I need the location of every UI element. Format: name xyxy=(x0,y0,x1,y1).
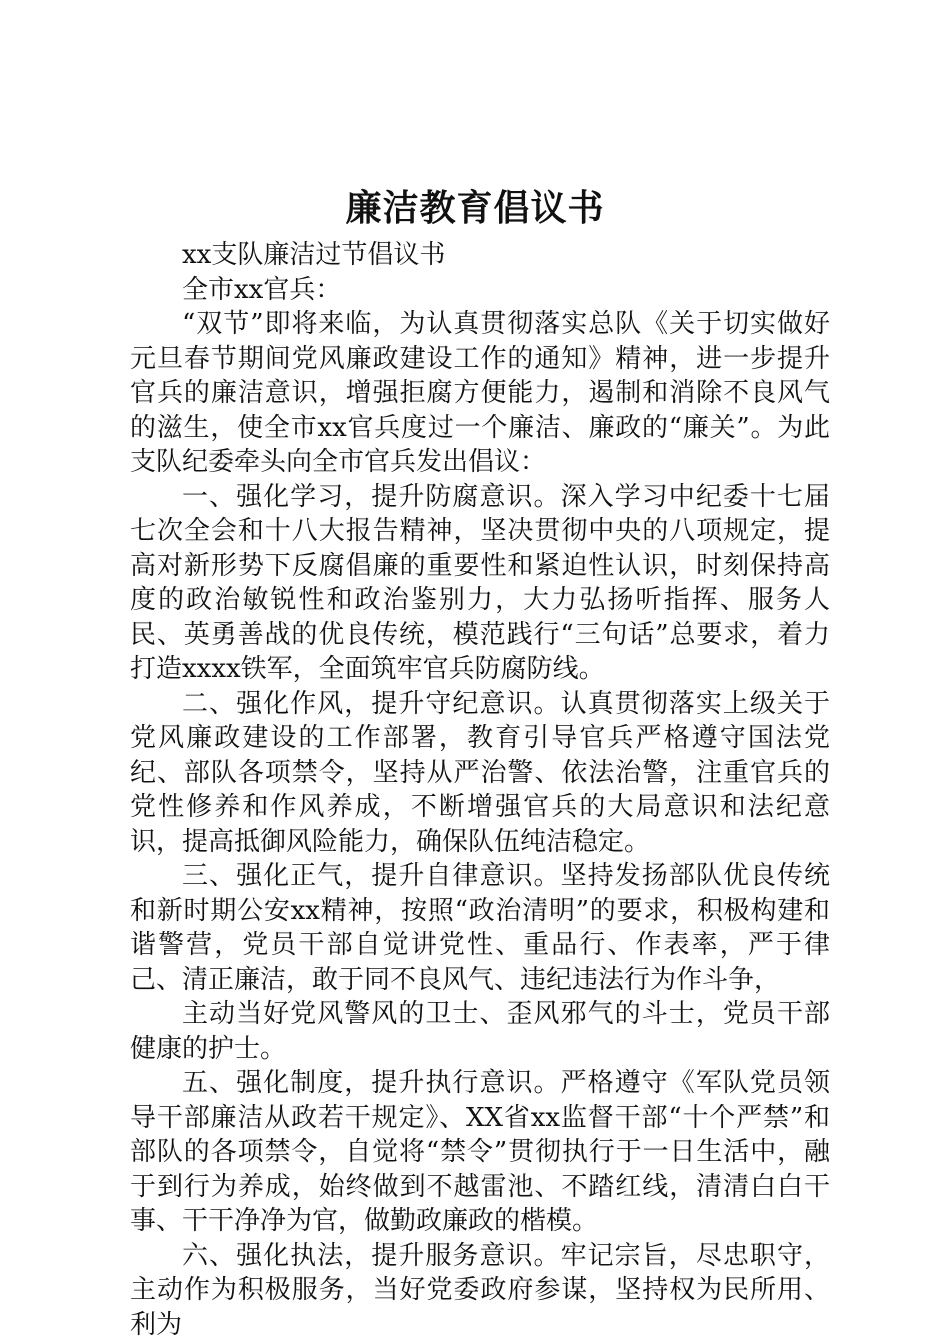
paragraph-conduct: 二、强化作风，提升守纪意识。认真贯彻落实上级关于党风廉政建设的工作部署，教育引导官兵严格遵守国法党纪、部队各项禁令，坚持从严治警、依法治警，注重官兵的党性修养和作风养成，不断增强官兵的大局意识和法纪意识，提高抵御风险能力，确保队伍纯洁稳定。 xyxy=(130,688,830,857)
paragraph-rules: 五、强化制度，提升执行意识。严格遵守《军队党员领导干部廉洁从政若干规定》、XX省xx监督干部“十个严禁”和部队的各项禁令，自觉将“禁令”贯彻执行于一日生活中，融于到行为养成，始终做到不越雷池、不踏红线，清清白白干事、干干净净为官，做勤政廉政的楷模。 xyxy=(130,1068,830,1236)
subtitle: xx支队廉洁过节倡议书 xyxy=(182,240,446,270)
paragraph-intro: “双节”即将来临，为认真贯彻落实总队《关于切实做好元旦春节期间党风廉政建设工作的通知》精神，进一步提升官兵的廉洁意识，增强拒腐方便能力，遏制和消除不良风气的滋生，使全市xx官兵度过一个廉洁、廉政的“廉关”。为此支队纪委牵头向全市官兵发出倡议： xyxy=(130,309,830,477)
paragraph-integrity: 三、强化正气，提升自律意识。坚持发扬部队优良传统和新时期公安xx精神，按照“政治清明”的要求，积极构建和谐警营，党员干部自觉讲党性、重品行、作表率，严于律己、清正廉洁，敢于同不良风气、违纪违法行为作斗争， xyxy=(130,861,830,995)
document-title: 廉洁教育倡议书 xyxy=(345,187,605,229)
salutation: 全市xx官兵： xyxy=(182,274,342,305)
paragraph-guardian: 主动当好党风警风的卫士、歪风邪气的斗士，党员干部健康的护士。 xyxy=(130,999,830,1064)
document-body xyxy=(130,238,830,1342)
paragraph-service: 六、强化执法，提升服务意识。牢记宗旨，尽忠职守，主动作为积极服务，当好党委政府参谋，坚持权为民所用、利为 xyxy=(130,1240,830,1340)
paragraph-study: 一、强化学习，提升防腐意识。深入学习中纪委十七届七次全会和十八大报告精神，坚决贯彻中央的八项规定，提高对新形势下反腐倡廉的重要性和紧迫性认识，时刻保持高度的政治敏锐性和政治鉴别力，大力弘扬听指挥、服务人民、英勇善战的优良传统，模范践行“三句话”总要求，着力打造xxxx铁军，全面筑牢官兵防腐防线。 xyxy=(130,481,830,684)
